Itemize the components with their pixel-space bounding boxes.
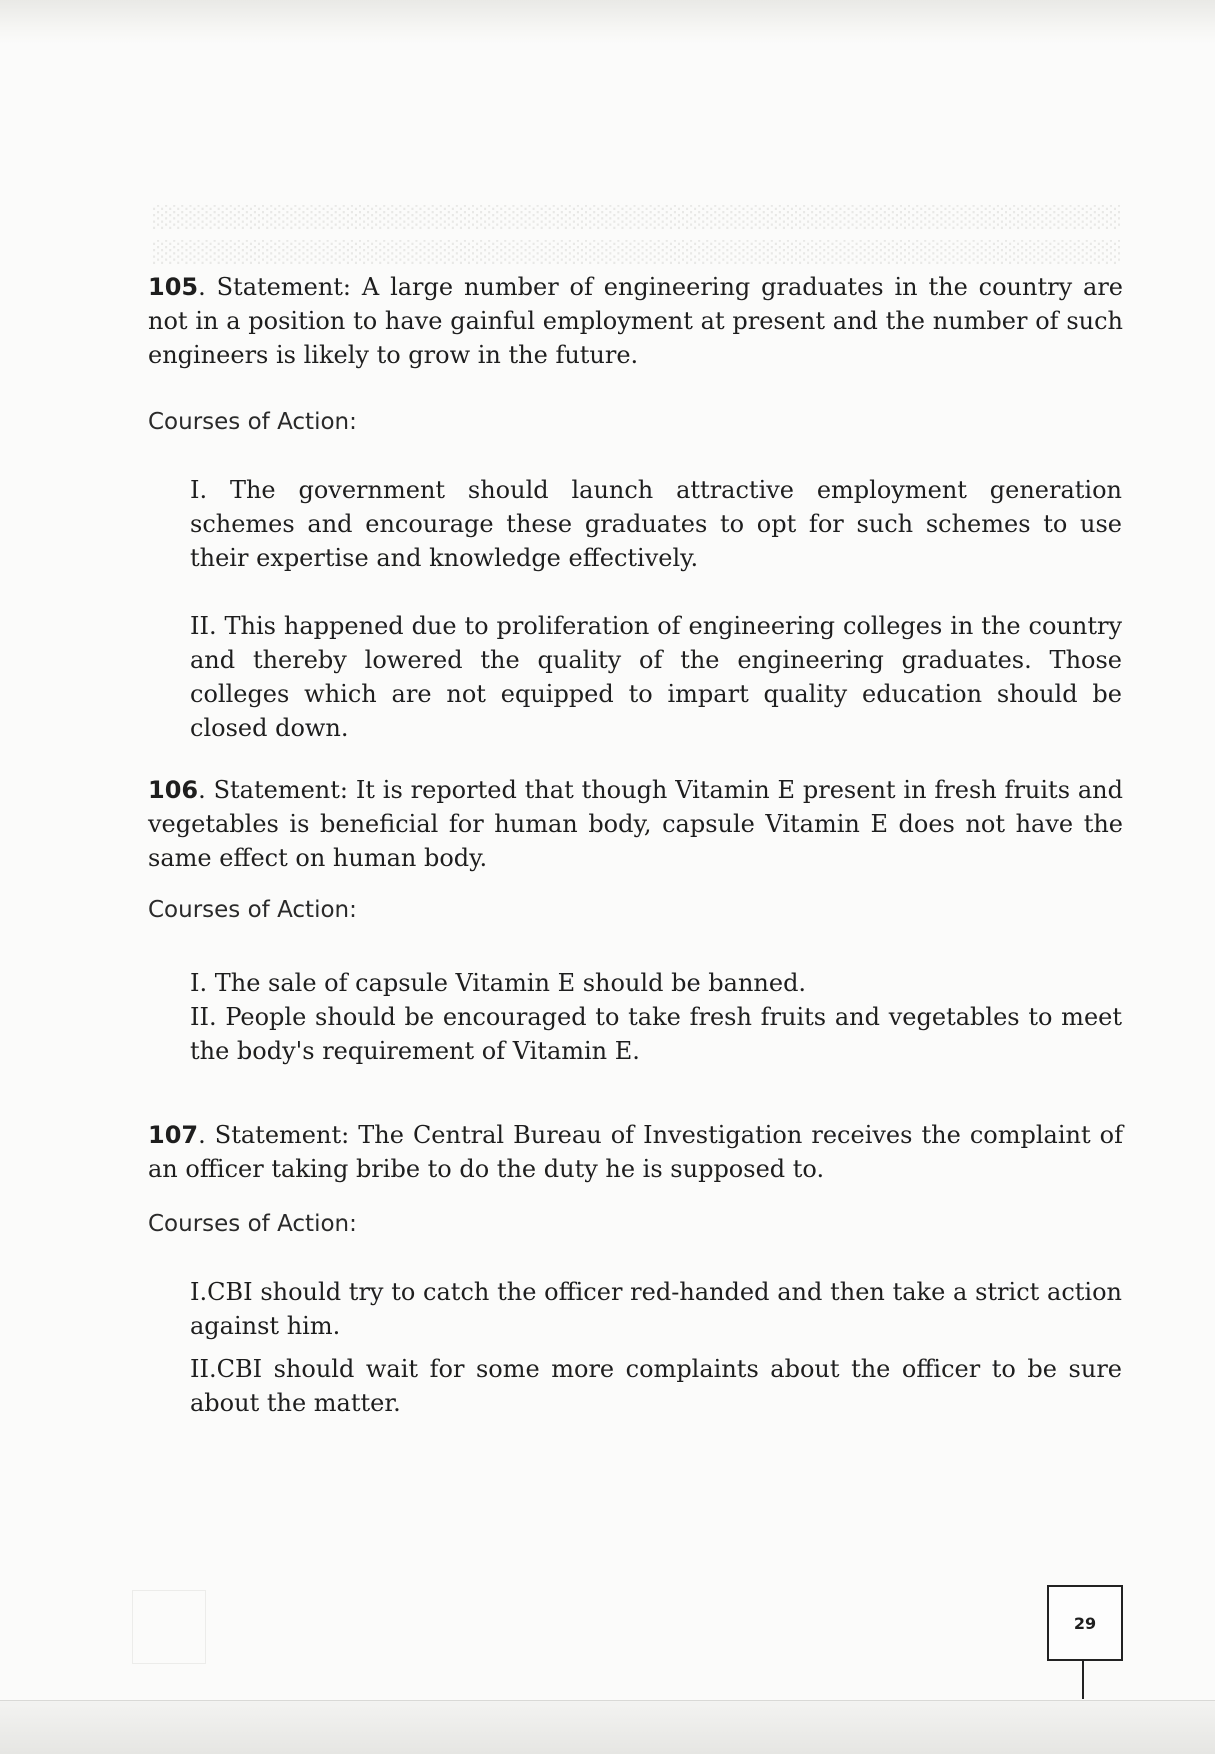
courses-of-action-label: Courses of Action: bbox=[148, 897, 357, 923]
bleed-through-line: ░░░░░░░░░░░░░░░░░░░░░░░░░░░░░░░░░░░░░░░░░░░░░░░░░░░░░░░░░░░░ bbox=[151, 240, 1120, 264]
bleed-through-line: ░░░░░░░░░░░░░░░░░░░░░░░░░░░░░░░░░░░░░░░░░░░░░░░░░░░░░░░░░░░░ bbox=[151, 205, 1120, 229]
statement-text: . Statement: A large number of engineering graduates in the country are not in a position to have gainful employment at present and the number of such engineers is likely to grow in the future. bbox=[148, 273, 1123, 369]
question-number: 107 bbox=[148, 1121, 199, 1149]
course-option-2: II. People should be encouraged to take fresh fruits and vegetables to meet the body's requirement of Vitamin E. bbox=[190, 1003, 1122, 1065]
scan-bottom-edge bbox=[0, 1700, 1215, 1754]
page-number: 29 bbox=[1047, 1585, 1123, 1661]
statement-text: . Statement: It is reported that though Vitamin E present in fresh fruits and vegetables is beneficial for human body, capsule Vitamin E does not have the same effect on human body. bbox=[148, 776, 1123, 872]
question-106-statement bbox=[148, 773, 1123, 875]
course-option-2: II. This happened due to proliferation of engineering colleges in the country and thereby lowered the quality of the engineering graduates. Those colleges which are not equipped to impart quality education should be closed down. bbox=[190, 612, 1122, 742]
courses-of-action-label: Courses of Action: bbox=[148, 1211, 357, 1237]
scan-top-edge bbox=[0, 0, 1215, 44]
course-option-1: I. The sale of capsule Vitamin E should be banned. bbox=[190, 969, 807, 997]
question-number: 106 bbox=[148, 776, 199, 804]
page-number-tick bbox=[1082, 1659, 1084, 1699]
question-105-statement bbox=[148, 270, 1123, 372]
bleed-through-page-box bbox=[132, 1590, 206, 1664]
question-number: 105 bbox=[148, 273, 199, 301]
question-107-statement bbox=[148, 1118, 1123, 1186]
course-option-1: I.CBI should try to catch the officer red-handed and then take a strict action against him. bbox=[190, 1278, 1122, 1340]
course-option-1: I. The government should launch attractive employment generation schemes and encourage these graduates to opt for such schemes to use their expertise and knowledge effectively. bbox=[190, 476, 1122, 572]
statement-text: . Statement: The Central Bureau of Investigation receives the complaint of an officer taking bribe to do the duty he is supposed to. bbox=[148, 1121, 1123, 1183]
course-option-2: II.CBI should wait for some more complaints about the officer to be sure about the matter. bbox=[190, 1355, 1122, 1417]
courses-of-action-label: Courses of Action: bbox=[148, 409, 357, 435]
